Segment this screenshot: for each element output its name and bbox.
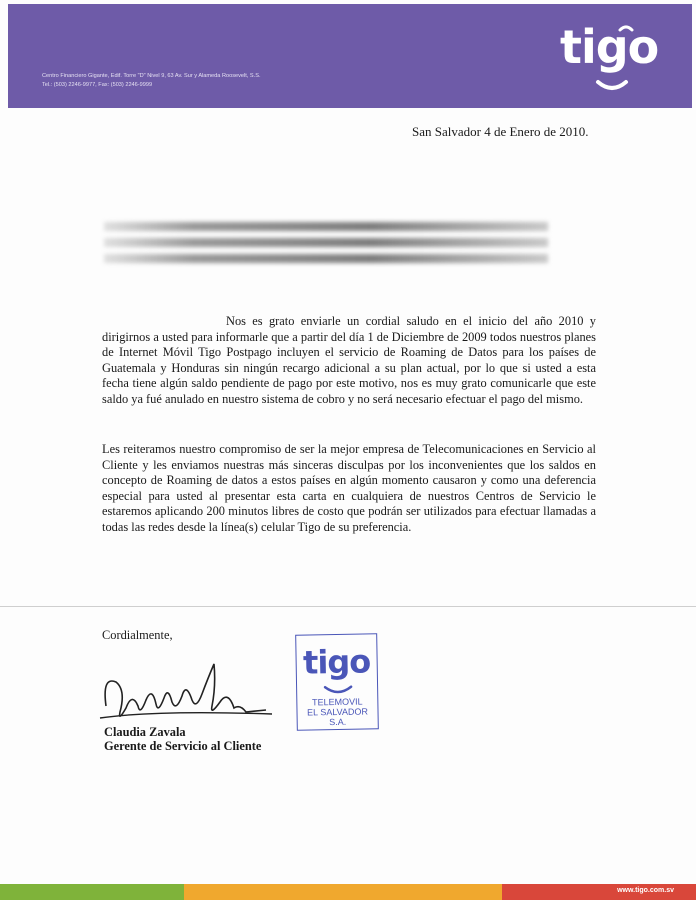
- scan-fold-line: [0, 606, 696, 607]
- footer-segment-green: [0, 884, 184, 900]
- handwritten-signature: [96, 656, 276, 736]
- stamp-text-line: S.A.: [329, 716, 347, 728]
- body-paragraph-2: Les reiteramos nuestro compromiso de ser la mejor empresa de Telecomunicaciones en Servicio al Cliente y les enviamos nuestras más sinceras disculpas por los inconvenientes que los saldos en concepto de Roaming de datos a estos países en algún momento causaron y como una deferencia especial para usted al presentar esta carta en cualquiera de nuestros Centros de Servicio le estaremos aplicando 200 minutos libres de costo que podrán ser utilizados para efectuar llamadas a todas las redes desde la línea(s) celular Tigo de su preferencia.: [102, 442, 596, 534]
- redacted-recipient-line: [104, 238, 548, 247]
- company-stamp: [295, 633, 379, 730]
- redacted-recipient-line: [104, 254, 548, 263]
- smile-icon: [560, 20, 659, 104]
- tigo-logo: [560, 20, 659, 104]
- footer-color-band: [0, 884, 696, 900]
- signer-name: Claudia Zavala: [104, 725, 186, 739]
- closing: Cordialmente,: [102, 628, 173, 642]
- footer-segment-orange: [184, 884, 502, 900]
- stamp-tigo-logo: tigo: [302, 642, 371, 682]
- stamp-text-line: TELEMOVIL: [312, 696, 363, 708]
- redacted-recipient-line: [104, 222, 548, 231]
- body-paragraph-1: Nos es grato enviarle un cordial saludo en el inicio del año 2010 y dirigirnos a usted para informarle que a partir del día 1 de Diciembre de 2009 todos nuestros planes de Internet Móvil Tigo Postpago incluyen el servicio de Roaming de Datos para los países de Guatemala y Honduras sin ningún recargo adicional a su plan actual, por lo que si usted a esta fecha tiene algún saldo pendiente de pago por este motivo, nos es muy grato comunicarle que este saldo ya fué anulado en nuestro sistema de cobro y no será necesario efectuar el pago del mismo.: [102, 314, 596, 406]
- letter-date: San Salvador 4 de Enero de 2010.: [412, 124, 589, 139]
- tigo-logo-text: tigo: [560, 20, 659, 74]
- phone-line: Tel.: (503) 2246-9977, Fax: (503) 2246-9999: [42, 82, 153, 88]
- letterhead-band: [8, 4, 692, 108]
- letterhead-address: [42, 72, 402, 90]
- footer-url: www.tigo.com.sv: [617, 887, 674, 894]
- stamp-smile-icon: [321, 685, 355, 698]
- stamp-text-line: EL SALVADOR: [307, 706, 369, 718]
- address-line: Centro Financiero Gigante, Edif. Torre "D" Nivel 9, 63 Av. Sur y Alameda Roosevelt, S.S.: [42, 73, 261, 79]
- signer-title: Gerente de Servicio al Cliente: [104, 739, 262, 753]
